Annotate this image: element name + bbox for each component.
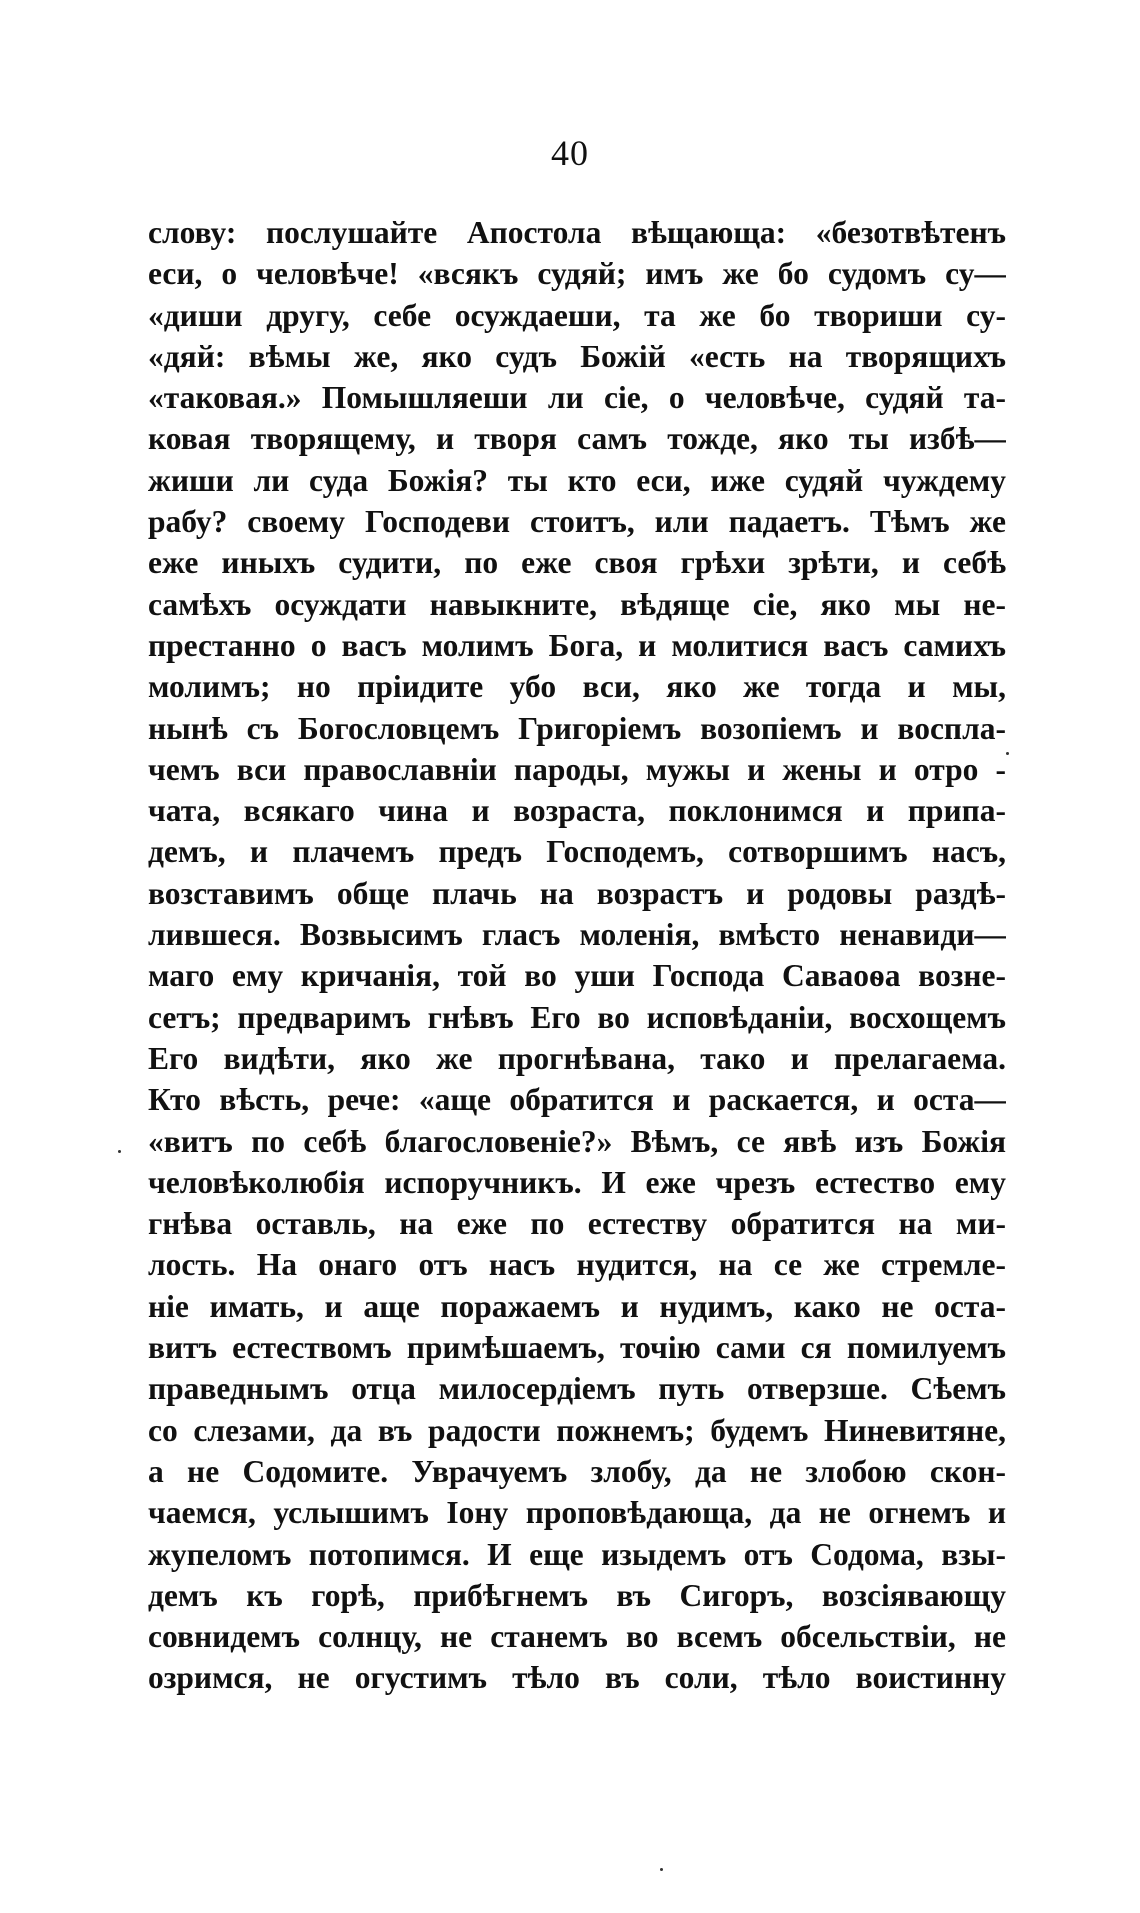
text-line: молимъ; но пріидите убо вси, яко же тогда и мы, — [148, 669, 1006, 705]
text-line: слову: послушайте Апостола вѣщающа: «безотвѣтенъ — [148, 215, 1006, 250]
text-line: гнѣва оставль, на еже по естеству обратится на ми- — [148, 1206, 1006, 1242]
text-line: жиши ли суда Божія? ты кто еси, иже судяй чуждему — [148, 462, 1006, 498]
text-line: ніе имать, и аще поражаемъ и нудимъ, како не оста- — [148, 1288, 1006, 1324]
body-text — [148, 212, 1006, 1699]
print-speck — [660, 1868, 663, 1871]
text-line: человѣколюбія испоручникъ. И еже чрезъ естество ему — [148, 1164, 1006, 1200]
text-line: праведнымъ отца милосердіемъ путь отверзше. Сѣемъ — [148, 1371, 1006, 1407]
text-line: самѣхъ осуждати навыкните, вѣдяще сіе, яко мы не- — [148, 586, 1006, 622]
text-line: со слезами, да въ радости пожнемъ; будемъ Ниневитяне, — [148, 1412, 1006, 1448]
text-line: возставимъ обще плачь на возрастъ и родовы раздѣ- — [148, 875, 1006, 911]
text-line: демъ къ горѣ, прибѣгнемъ въ Сигоръ, возсіявающу — [148, 1577, 1006, 1613]
text-line: ковая творящему, и творя самъ тожде, яко ты избѣ— — [148, 421, 1006, 457]
text-line: чемъ вси православніи пароды, мужы и жены и отро - — [148, 751, 1006, 787]
text-line: лость. На онаго отъ насъ нудится, на се же стремле- — [148, 1247, 1006, 1283]
text-line: лившеся. Возвысимъ гласъ моленія, вмѣсто ненавиди— — [148, 917, 1006, 953]
text-line: «дяй: вѣмы же, яко судъ Божій «есть на творящихъ — [148, 338, 1006, 374]
text-line: сетъ; предваримъ гнѣвъ Его во исповѣданіи, восхощемъ — [148, 999, 1006, 1035]
text-line: Его видѣти, яко же прогнѣвана, тако и прелагаема. — [148, 1040, 1006, 1076]
page-number: 40 — [551, 133, 589, 173]
text-line: еси, о человѣче! «всякъ судяй; имъ же бо судомъ су— — [148, 256, 1006, 292]
text-line: а не Содомите. Уврачуемъ злобу, да не злобою скон- — [148, 1453, 1006, 1489]
text-line: рабу? своему Господеви стоитъ, или падаетъ. Тѣмъ же — [148, 504, 1006, 540]
text-line: чаемся, услышимъ Іону проповѣдающа, да не огнемъ и — [148, 1495, 1006, 1531]
text-line: престанно о васъ молимъ Бога, и молитися васъ самихъ — [148, 627, 1006, 663]
text-line: витъ естествомъ примѣшаемъ, точію сами ся помилуемъ — [148, 1330, 1006, 1366]
text-line: Кто вѣсть, рече: «аще обратится и раскается, и оста— — [148, 1082, 1006, 1118]
text-line: чата, всякаго чина и возраста, поклонимся и припа- — [148, 793, 1006, 829]
text-line: демъ, и плачемъ предъ Господемъ, сотворшимъ насъ, — [148, 834, 1006, 870]
text-line: совнидемъ солнцу, не станемъ во всемъ обсельствіи, не — [148, 1619, 1006, 1655]
text-line: озримся, не огустимъ тѣло въ соли, тѣло воистинну — [148, 1660, 1006, 1696]
print-speck — [1006, 752, 1009, 755]
text-line: жупеломъ потопимся. И еще изыдемъ отъ Содома, взы- — [148, 1536, 1006, 1572]
text-line: «таковая.» Помышляеши ли сіе, о человѣче, судяй та- — [148, 380, 1006, 416]
print-speck — [118, 1150, 121, 1153]
text-line: еже иныхъ судити, по еже своя грѣхи зрѣти, и себѣ — [148, 545, 1006, 581]
text-line: «витъ по себѣ благословеніе?» Вѣмъ, се явѣ изъ Божія — [148, 1123, 1006, 1159]
text-line: «диши другу, себе осуждаеши, та же бо твориши су- — [148, 297, 1006, 333]
text-line: маго ему кричанія, той во уши Господа Саваоѳа возне- — [148, 958, 1006, 994]
text-line: нынѣ съ Богословцемъ Григоріемъ возопіемъ и восплa- — [148, 710, 1006, 746]
